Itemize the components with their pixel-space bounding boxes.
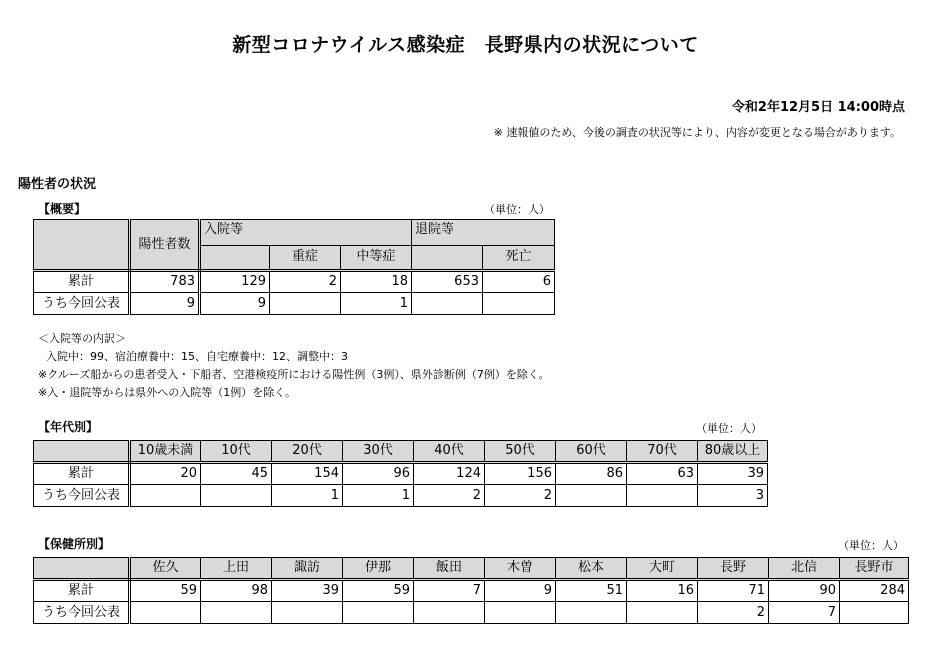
cell-positive: 9 bbox=[130, 293, 200, 315]
table-cell bbox=[627, 602, 698, 624]
table-cell: 20 bbox=[130, 463, 201, 485]
health_center-column-header: 飯田 bbox=[414, 558, 485, 580]
health-center-heading: 【保健所別】 bbox=[38, 537, 111, 551]
table-cell: 1 bbox=[272, 485, 343, 507]
header-discharged-blank bbox=[412, 245, 483, 271]
header-positive: 陽性者数 bbox=[130, 220, 200, 271]
table-cell: 156 bbox=[485, 463, 556, 485]
table-cell: 7 bbox=[414, 580, 485, 602]
age-unit: （単位：人） bbox=[696, 422, 762, 435]
age-column-header: 60代 bbox=[556, 441, 627, 463]
cell-severe: 2 bbox=[270, 271, 341, 293]
table-row bbox=[34, 602, 909, 624]
table-cell bbox=[343, 602, 414, 624]
table-cell: 51 bbox=[556, 580, 627, 602]
table-row bbox=[34, 293, 555, 315]
table-cell bbox=[414, 602, 485, 624]
table-cell bbox=[201, 485, 272, 507]
table-cell bbox=[627, 485, 698, 507]
row-label: 累計 bbox=[34, 463, 130, 485]
cell-severe bbox=[270, 293, 341, 315]
age-column-header: 50代 bbox=[485, 441, 556, 463]
footnote-outside: ※入・退院等からは県外への入院等（1例）を除く。 bbox=[38, 386, 296, 399]
health_center-column-header: 長野 bbox=[698, 558, 769, 580]
cell-death: 6 bbox=[483, 271, 555, 293]
age-corner bbox=[34, 441, 130, 463]
table-cell: 98 bbox=[201, 580, 272, 602]
health_center-column-header: 長野市 bbox=[840, 558, 909, 580]
age-column-header: 40代 bbox=[414, 441, 485, 463]
table-cell: 45 bbox=[201, 463, 272, 485]
age-heading: 【年代別】 bbox=[38, 420, 99, 434]
table-cell: 284 bbox=[840, 580, 909, 602]
table-cell: 71 bbox=[698, 580, 769, 602]
row-label: うち今回公表 bbox=[34, 485, 130, 507]
table-row bbox=[34, 463, 768, 485]
table-cell: 9 bbox=[485, 580, 556, 602]
age-column-header: 10代 bbox=[201, 441, 272, 463]
header-discharged: 退院等 bbox=[412, 220, 555, 246]
cell-positive: 783 bbox=[130, 271, 200, 293]
breakdown-heading: ＜入院等の内訳＞ bbox=[38, 332, 126, 345]
table-cell: 96 bbox=[343, 463, 414, 485]
table-cell: 2 bbox=[485, 485, 556, 507]
breakdown-detail: 入院中：99、宿泊療養中：15、自宅療養中：12、調整中：3 bbox=[46, 350, 348, 363]
table-cell bbox=[485, 602, 556, 624]
table-cell bbox=[130, 485, 201, 507]
table-cell: 154 bbox=[272, 463, 343, 485]
cell-discharged: 653 bbox=[412, 271, 483, 293]
health_center-column-header: 伊那 bbox=[343, 558, 414, 580]
table-cell: 86 bbox=[556, 463, 627, 485]
row-label: 累計 bbox=[34, 580, 130, 602]
age-column-header: 10歳未満 bbox=[130, 441, 201, 463]
age-column-header: 70代 bbox=[627, 441, 698, 463]
table-cell: 7 bbox=[769, 602, 840, 624]
row-label: 累計 bbox=[34, 271, 130, 293]
as-of-date: 令和2年12月5日 14:00時点 bbox=[731, 100, 905, 115]
health_center-column-header: 北信 bbox=[769, 558, 840, 580]
table-cell: 39 bbox=[698, 463, 768, 485]
header-hospitalized: 入院等 bbox=[200, 220, 412, 246]
footnote-cruise: ※クルーズ船からの患者受入・下船者、空港検疫所における陽性例（3例）、県外診断例（7例）を除く。 bbox=[38, 368, 550, 381]
table-cell: 2 bbox=[698, 602, 769, 624]
cell-moderate: 18 bbox=[341, 271, 412, 293]
health_center-column-header: 諏訪 bbox=[272, 558, 343, 580]
overview-table bbox=[33, 219, 555, 315]
age-column-header: 80歳以上 bbox=[698, 441, 768, 463]
health_center-column-header: 佐久 bbox=[130, 558, 201, 580]
row-label: うち今回公表 bbox=[34, 293, 130, 315]
age-column-header: 30代 bbox=[343, 441, 414, 463]
preliminary-note: ※ 速報値のため、今後の調査の状況等により、内容が変更となる場合があります。 bbox=[493, 126, 901, 139]
health_center-column-header: 上田 bbox=[201, 558, 272, 580]
table-cell: 90 bbox=[769, 580, 840, 602]
table-cell: 1 bbox=[343, 485, 414, 507]
table-row bbox=[34, 271, 555, 293]
health-center-corner bbox=[34, 558, 130, 580]
header-death: 死亡 bbox=[483, 245, 555, 271]
overview-heading: 【概要】 bbox=[38, 202, 87, 216]
cell-hospitalized: 9 bbox=[200, 293, 270, 315]
table-cell bbox=[840, 602, 909, 624]
table-cell bbox=[556, 485, 627, 507]
table-cell: 59 bbox=[343, 580, 414, 602]
table-cell: 16 bbox=[627, 580, 698, 602]
table-cell: 124 bbox=[414, 463, 485, 485]
row-label: うち今回公表 bbox=[34, 602, 130, 624]
age-table bbox=[33, 440, 768, 507]
age-column-header: 20代 bbox=[272, 441, 343, 463]
health_center-column-header: 大町 bbox=[627, 558, 698, 580]
health-center-table bbox=[33, 557, 909, 624]
table-cell: 3 bbox=[698, 485, 768, 507]
table-row bbox=[34, 485, 768, 507]
page-title: 新型コロナウイルス感染症 長野県内の状況について bbox=[232, 34, 699, 56]
header-severe: 重症 bbox=[270, 245, 341, 271]
cell-hospitalized: 129 bbox=[200, 271, 270, 293]
overview-unit: （単位：人） bbox=[484, 203, 550, 216]
health_center-column-header: 木曽 bbox=[485, 558, 556, 580]
header-hospitalized-blank bbox=[200, 245, 270, 271]
header-moderate: 中等症 bbox=[341, 245, 412, 271]
cell-moderate: 1 bbox=[341, 293, 412, 315]
table-cell: 2 bbox=[414, 485, 485, 507]
cell-death bbox=[483, 293, 555, 315]
table-cell bbox=[556, 602, 627, 624]
cell-discharged bbox=[412, 293, 483, 315]
table-row bbox=[34, 580, 909, 602]
overview-corner bbox=[34, 220, 130, 271]
section-title: 陽性者の状況 bbox=[18, 177, 97, 192]
table-cell: 39 bbox=[272, 580, 343, 602]
table-cell bbox=[130, 602, 201, 624]
health_center-column-header: 松本 bbox=[556, 558, 627, 580]
health-center-unit: （単位：人） bbox=[838, 539, 904, 552]
table-cell: 63 bbox=[627, 463, 698, 485]
table-cell bbox=[201, 602, 272, 624]
table-cell: 59 bbox=[130, 580, 201, 602]
table-cell bbox=[272, 602, 343, 624]
